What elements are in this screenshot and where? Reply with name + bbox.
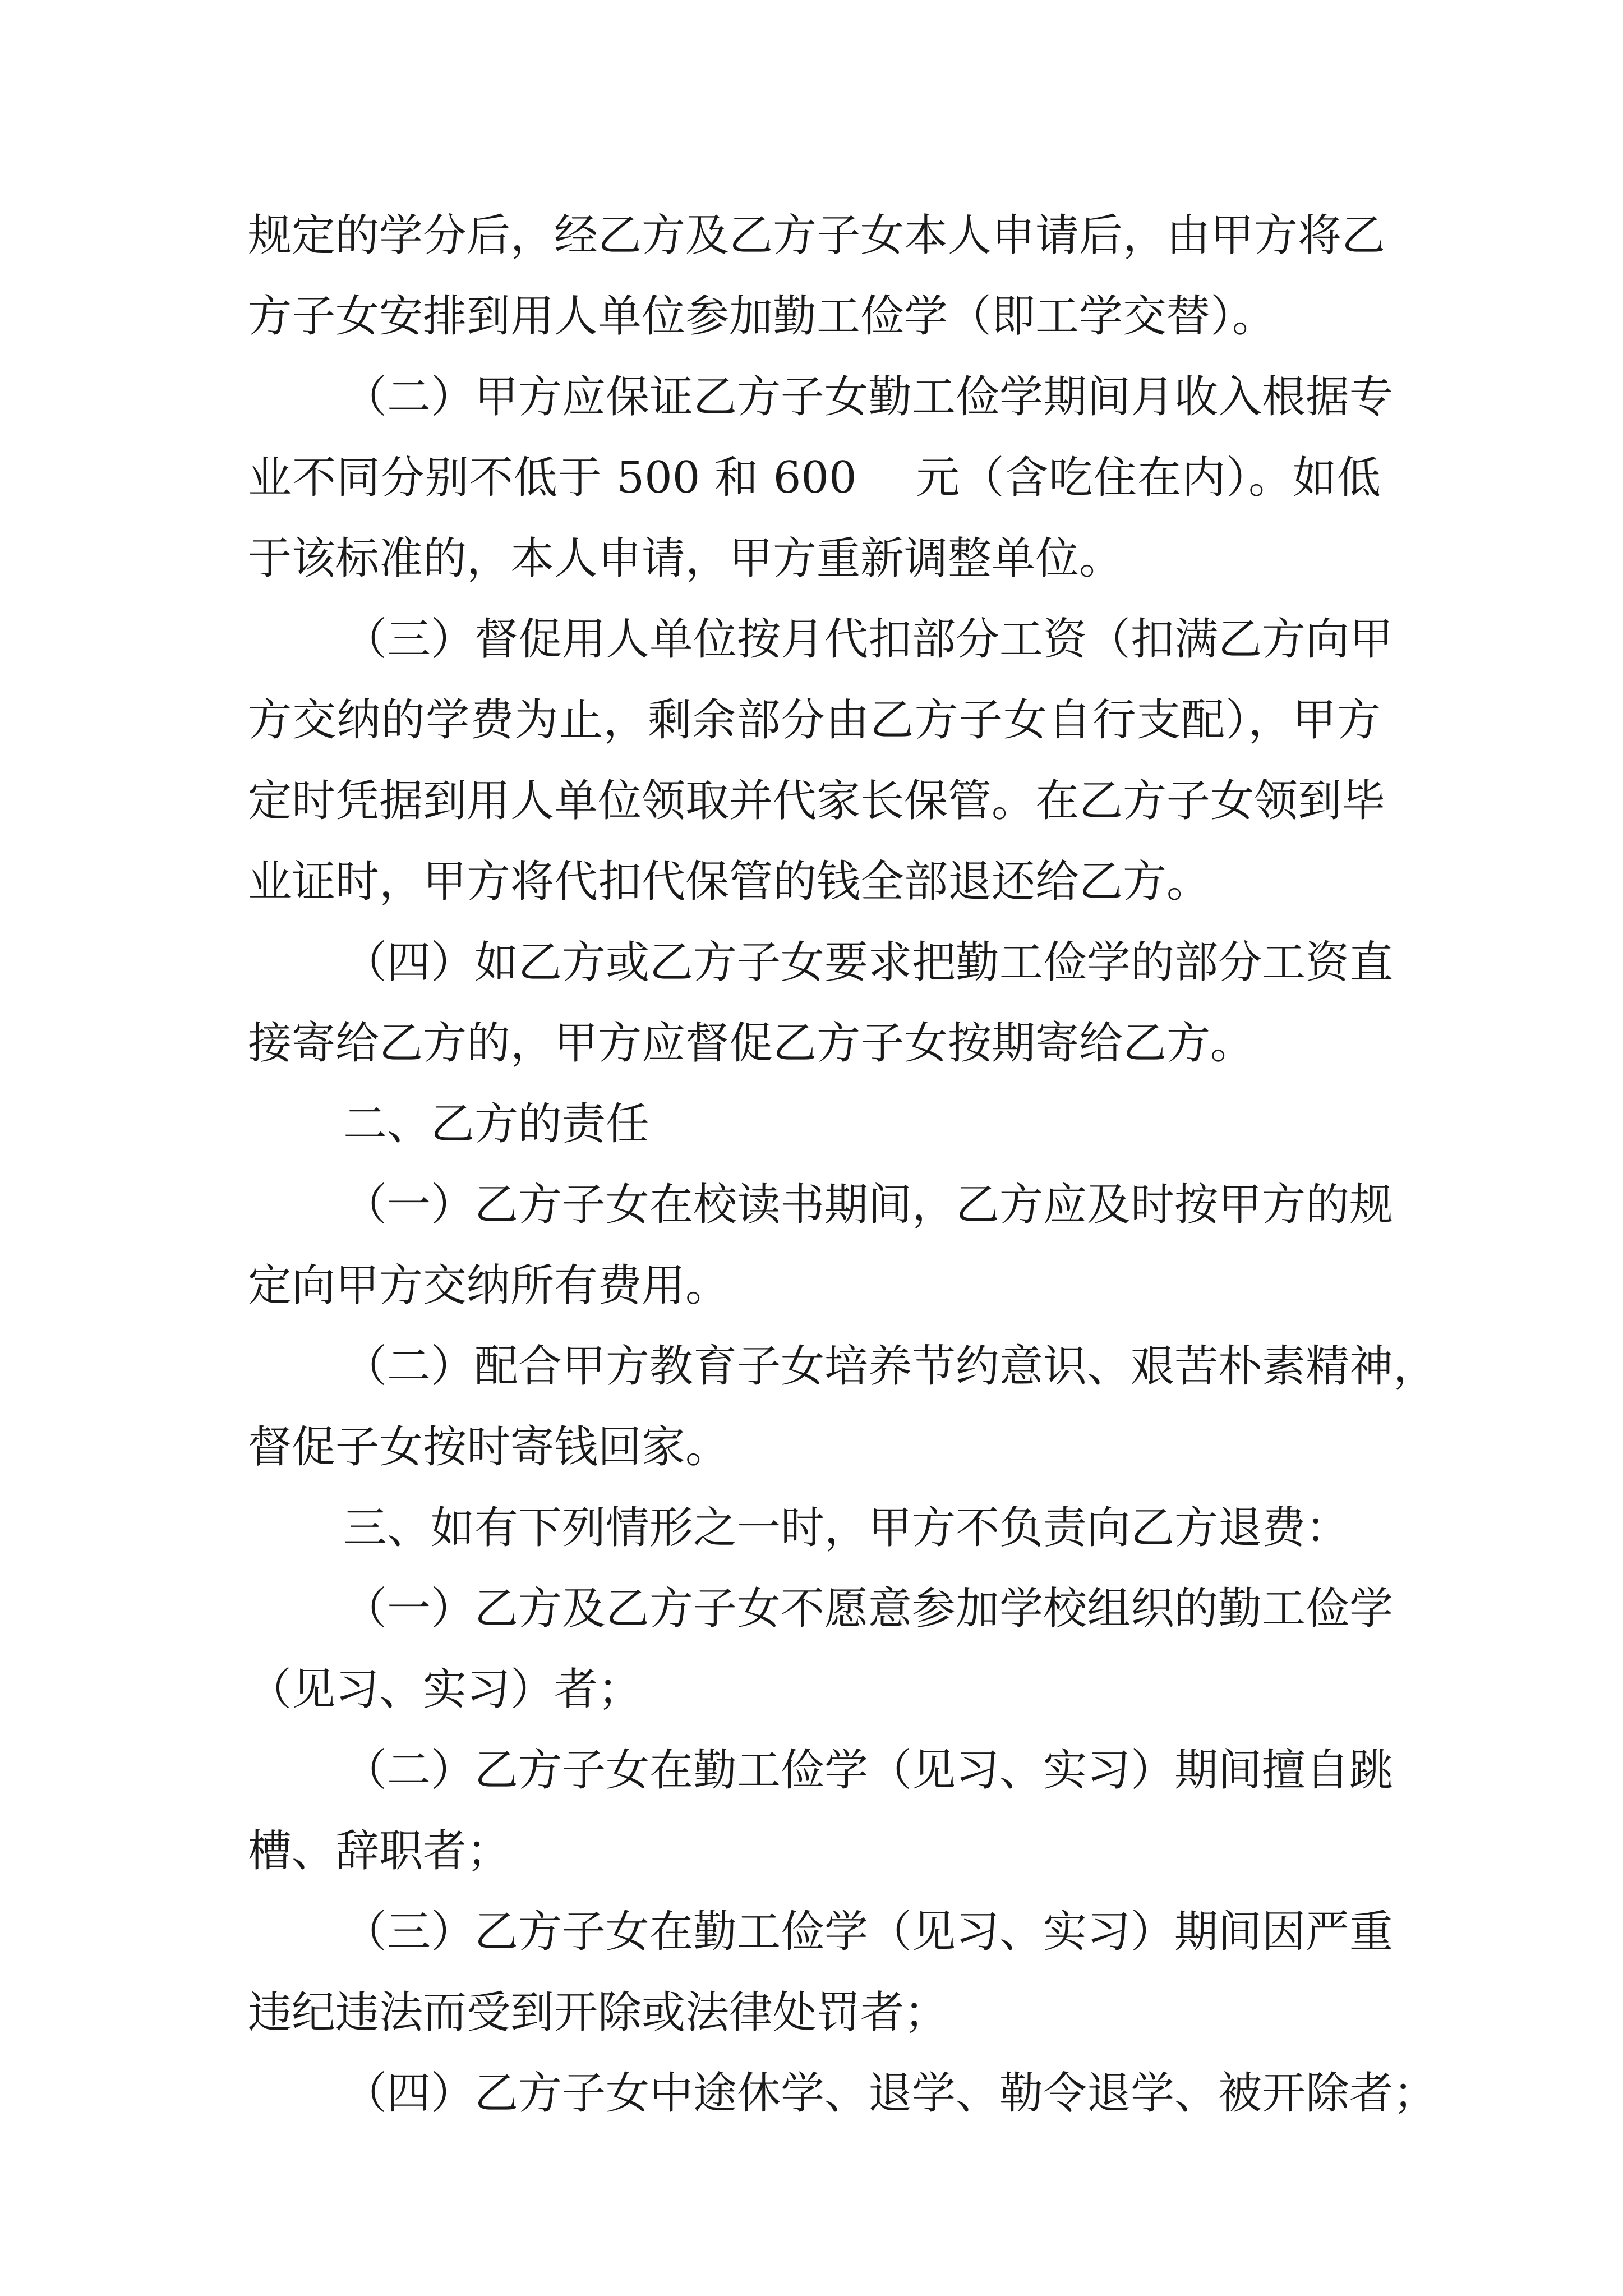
text-line-15: （二）配合甲方教育子女培养节约意识、艰苦朴素精神， [343,1341,1437,1392]
section-heading-3: 三、如有下列情形之一时，甲方不负责向乙方退费： [343,1503,1350,1553]
text-line-19: （见习、实习）者； [248,1664,642,1715]
text-line-8: 定时凭据到用人单位领取并代家长保管。在乙方子女领到毕 [248,776,1386,826]
text-line-4: 业不同分别不低于 500 和 600 元（含吃住在内）。如低 [248,453,1381,503]
text-line-18: （一）乙方及乙方子女不愿意参加学校组织的勤工俭学 [343,1584,1394,1634]
text-line-13: （一）乙方子女在校读书期间，乙方应及时按甲方的规 [343,1180,1394,1230]
text-line-23: 违纪违法而受到开除或法律处罚者； [248,1987,948,2038]
text-line-20: （二）乙方子女在勤工俭学（见习、实习）期间擅自跳 [343,1745,1394,1796]
text-line-22: （三）乙方子女在勤工俭学（见习、实习）期间因严重 [343,1907,1394,1957]
text-line-24: （四）乙方子女中途休学、退学、勒令退学、被开除者； [343,2068,1437,2119]
text-line-11: 接寄给乙方的，甲方应督促乙方子女按期寄给乙方。 [248,1018,1255,1069]
text-line-10: （四）如乙方或乙方子女要求把勤工俭学的部分工资直 [343,937,1394,988]
text-line-14: 定向甲方交纳所有费用。 [248,1260,730,1311]
text-line-6: （三）督促用人单位按月代扣部分工资（扣满乙方向甲 [343,614,1394,665]
text-line-2: 方子女安排到用人单位参加勤工俭学（即工学交替）。 [248,291,1276,342]
text-line-9: 业证时，甲方将代扣代保管的钱全部退还给乙方。 [248,857,1211,907]
text-line-5: 于该标准的，本人申请，甲方重新调整单位。 [248,533,1123,584]
text-line-3: （二）甲方应保证乙方子女勤工俭学期间月收入根据专 [343,372,1394,422]
text-line-7: 方交纳的学费为止，剩余部分由乙方子女自行支配），甲方 [248,695,1381,746]
section-heading-2: 二、乙方的责任 [343,1099,650,1149]
text-line-16: 督促子女按时寄钱回家。 [248,1422,730,1473]
text-line-1: 规定的学分后，经乙方及乙方子女本人申请后，由甲方将乙 [248,210,1386,261]
text-line-21: 槽、辞职者； [248,1826,511,1876]
